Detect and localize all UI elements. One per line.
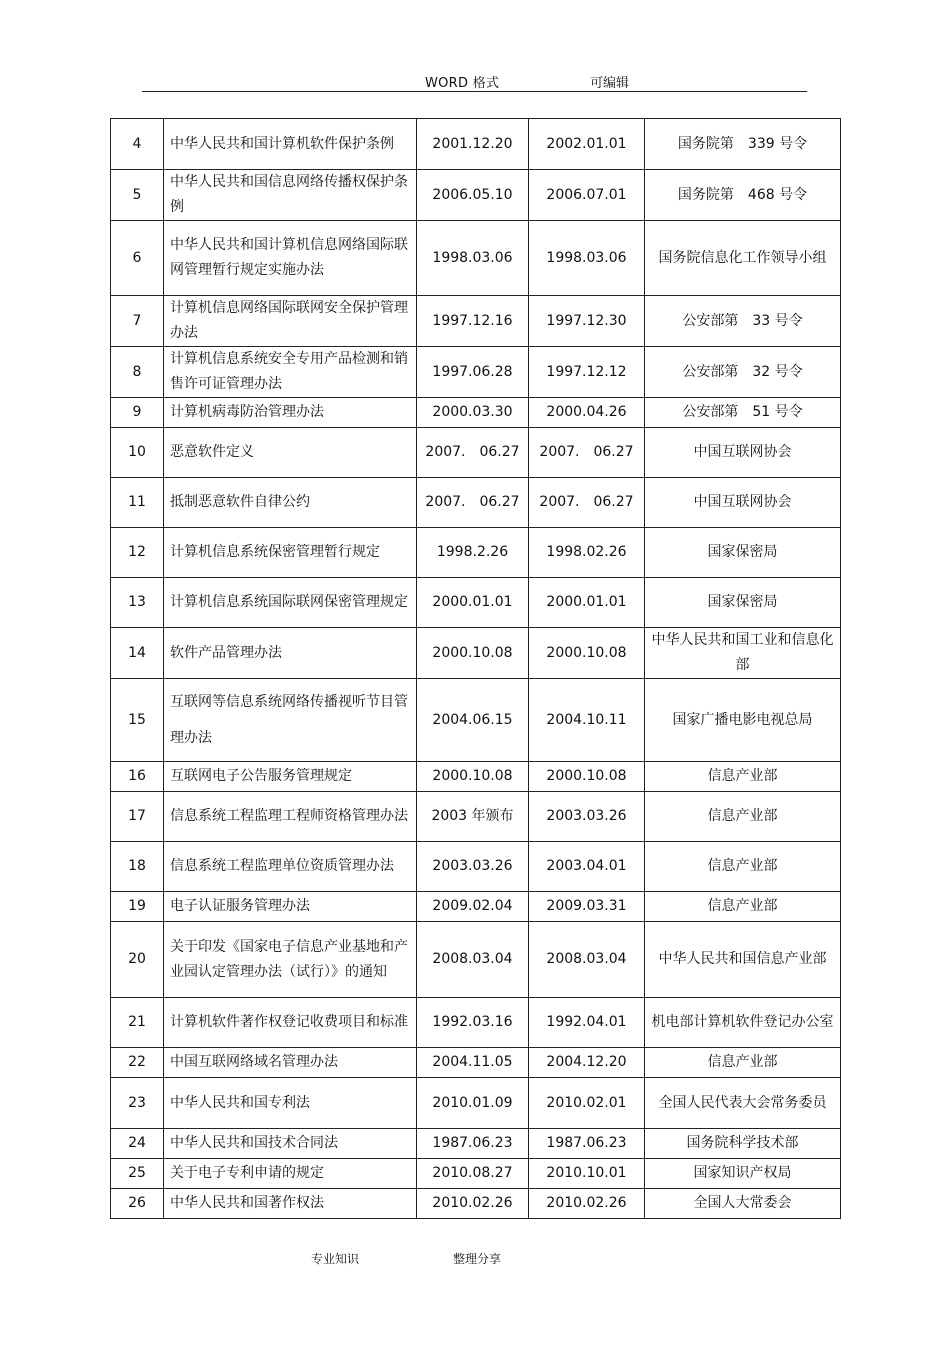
regulation-name: 恶意软件定义 [164, 428, 417, 478]
header-editable-label: 可编辑 [590, 76, 630, 91]
issuing-agency: 信息产业部 [645, 842, 841, 892]
effective-date: 2002.01.01 [529, 119, 645, 170]
table-row [111, 478, 841, 528]
issue-date: 2003 年颁布 [417, 792, 529, 842]
issuing-agency: 国务院科学技术部 [645, 1129, 841, 1159]
issuing-agency: 国务院第 468 号令 [645, 170, 841, 221]
issuing-agency: 机电部计算机软件登记办公室 [645, 998, 841, 1048]
issuing-agency: 国家保密局 [645, 578, 841, 628]
issue-date: 2001.12.20 [417, 119, 529, 170]
effective-date: 1997.12.30 [529, 296, 645, 347]
effective-date: 2000.01.01 [529, 578, 645, 628]
regulation-name: 中华人民共和国专利法 [164, 1078, 417, 1129]
table-row [111, 170, 841, 221]
table-row [111, 528, 841, 578]
regulations-table [110, 118, 841, 1219]
row-number: 21 [111, 998, 164, 1048]
regulation-name: 计算机软件著作权登记收费项目和标准 [164, 998, 417, 1048]
issuing-agency: 信息产业部 [645, 762, 841, 792]
regulation-name: 中华人民共和国著作权法 [164, 1189, 417, 1219]
issue-date: 2010.02.26 [417, 1189, 529, 1219]
effective-date: 1992.04.01 [529, 998, 645, 1048]
effective-date: 1997.12.12 [529, 347, 645, 398]
row-number: 25 [111, 1159, 164, 1189]
issue-date: 2000.10.08 [417, 628, 529, 679]
issue-date: 1998.03.06 [417, 221, 529, 296]
issue-date: 1987.06.23 [417, 1129, 529, 1159]
effective-date: 1987.06.23 [529, 1129, 645, 1159]
regulation-name: 电子认证服务管理办法 [164, 892, 417, 922]
issuing-agency: 国务院信息化工作领导小组 [645, 221, 841, 296]
table-row [111, 119, 841, 170]
issuing-agency: 公安部第 51 号令 [645, 398, 841, 428]
table-row [111, 842, 841, 892]
table-row [111, 398, 841, 428]
issue-date: 2007. 06.27 [417, 478, 529, 528]
table-row [111, 296, 841, 347]
table-row [111, 347, 841, 398]
issue-date: 1998.2.26 [417, 528, 529, 578]
issuing-agency: 中国互联网协会 [645, 478, 841, 528]
page-header [0, 70, 950, 90]
regulation-name: 中华人民共和国信息网络传播权保护条例 [164, 170, 417, 221]
issue-date: 2000.01.01 [417, 578, 529, 628]
issuing-agency: 全国人大常委会 [645, 1189, 841, 1219]
regulation-name: 抵制恶意软件自律公约 [164, 478, 417, 528]
footer-right-label: 整理分享 [453, 1252, 502, 1266]
issue-date: 2004.11.05 [417, 1048, 529, 1078]
header-format-label: WORD 格式 [425, 76, 500, 91]
regulation-name: 信息系统工程监理单位资质管理办法 [164, 842, 417, 892]
issuing-agency: 中华人民共和国工业和信息化部 [645, 628, 841, 679]
regulation-name: 互联网电子公告服务管理规定 [164, 762, 417, 792]
issue-date: 2007. 06.27 [417, 428, 529, 478]
regulation-name: 互联网等信息系统网络传播视听节目管理办法 [164, 679, 417, 762]
table-row [111, 892, 841, 922]
issuing-agency: 国家广播电影电视总局 [645, 679, 841, 762]
table-row [111, 578, 841, 628]
effective-date: 2006.07.01 [529, 170, 645, 221]
effective-date: 2009.03.31 [529, 892, 645, 922]
regulation-name: 计算机病毒防治管理办法 [164, 398, 417, 428]
row-number: 15 [111, 679, 164, 762]
row-number: 7 [111, 296, 164, 347]
issue-date: 2004.06.15 [417, 679, 529, 762]
row-number: 10 [111, 428, 164, 478]
regulation-name: 软件产品管理办法 [164, 628, 417, 679]
regulation-name: 中华人民共和国计算机软件保护条例 [164, 119, 417, 170]
row-number: 9 [111, 398, 164, 428]
table-row [111, 762, 841, 792]
row-number: 19 [111, 892, 164, 922]
row-number: 13 [111, 578, 164, 628]
issue-date: 2000.10.08 [417, 762, 529, 792]
table-row [111, 1129, 841, 1159]
issuing-agency: 国务院第 339 号令 [645, 119, 841, 170]
regulation-name: 关于印发《国家电子信息产业基地和产业园认定管理办法（试行）》的通知 [164, 922, 417, 998]
regulation-name: 计算机信息系统安全专用产品检测和销售许可证管理办法 [164, 347, 417, 398]
issuing-agency: 国家保密局 [645, 528, 841, 578]
row-number: 8 [111, 347, 164, 398]
issue-date: 2006.05.10 [417, 170, 529, 221]
table-row [111, 1078, 841, 1129]
issuing-agency: 中国互联网协会 [645, 428, 841, 478]
issue-date: 2009.02.04 [417, 892, 529, 922]
row-number: 23 [111, 1078, 164, 1129]
issue-date: 1997.06.28 [417, 347, 529, 398]
effective-date: 2007. 06.27 [529, 478, 645, 528]
regulation-name: 关于电子专利申请的规定 [164, 1159, 417, 1189]
row-number: 5 [111, 170, 164, 221]
table-row [111, 679, 841, 762]
regulation-name: 计算机信息网络国际联网安全保护管理办法 [164, 296, 417, 347]
regulation-name: 计算机信息系统保密管理暂行规定 [164, 528, 417, 578]
row-number: 14 [111, 628, 164, 679]
row-number: 24 [111, 1129, 164, 1159]
effective-date: 1998.03.06 [529, 221, 645, 296]
row-number: 22 [111, 1048, 164, 1078]
table-row [111, 792, 841, 842]
table-row [111, 221, 841, 296]
row-number: 26 [111, 1189, 164, 1219]
effective-date: 2007. 06.27 [529, 428, 645, 478]
footer-left-label: 专业知识 [311, 1252, 360, 1266]
effective-date: 2003.03.26 [529, 792, 645, 842]
issuing-agency: 全国人民代表大会常务委员 [645, 1078, 841, 1129]
issuing-agency: 公安部第 32 号令 [645, 347, 841, 398]
regulation-name: 信息系统工程监理工程师资格管理办法 [164, 792, 417, 842]
effective-date: 2000.10.08 [529, 762, 645, 792]
effective-date: 2003.04.01 [529, 842, 645, 892]
issuing-agency: 信息产业部 [645, 792, 841, 842]
header-divider [142, 91, 807, 92]
effective-date: 2000.10.08 [529, 628, 645, 679]
table-row [111, 1189, 841, 1219]
effective-date: 2000.04.26 [529, 398, 645, 428]
issue-date: 1997.12.16 [417, 296, 529, 347]
issue-date: 1992.03.16 [417, 998, 529, 1048]
issuing-agency: 信息产业部 [645, 892, 841, 922]
row-number: 12 [111, 528, 164, 578]
issue-date: 2010.01.09 [417, 1078, 529, 1129]
table-row [111, 1048, 841, 1078]
table-row [111, 428, 841, 478]
row-number: 17 [111, 792, 164, 842]
row-number: 4 [111, 119, 164, 170]
issuing-agency: 中华人民共和国信息产业部 [645, 922, 841, 998]
effective-date: 2004.10.11 [529, 679, 645, 762]
issuing-agency: 国家知识产权局 [645, 1159, 841, 1189]
row-number: 18 [111, 842, 164, 892]
regulation-name: 中华人民共和国计算机信息网络国际联网管理暂行规定实施办法 [164, 221, 417, 296]
issue-date: 2000.03.30 [417, 398, 529, 428]
regulation-name: 中国互联网络域名管理办法 [164, 1048, 417, 1078]
table-row [111, 628, 841, 679]
regulation-name: 中华人民共和国技术合同法 [164, 1129, 417, 1159]
issue-date: 2010.08.27 [417, 1159, 529, 1189]
issuing-agency: 公安部第 33 号令 [645, 296, 841, 347]
issuing-agency: 信息产业部 [645, 1048, 841, 1078]
effective-date: 1998.02.26 [529, 528, 645, 578]
table-row [111, 998, 841, 1048]
row-number: 16 [111, 762, 164, 792]
issue-date: 2008.03.04 [417, 922, 529, 998]
effective-date: 2010.02.01 [529, 1078, 645, 1129]
effective-date: 2010.10.01 [529, 1159, 645, 1189]
issue-date: 2003.03.26 [417, 842, 529, 892]
row-number: 20 [111, 922, 164, 998]
table-row [111, 1159, 841, 1189]
regulation-name: 计算机信息系统国际联网保密管理规定 [164, 578, 417, 628]
effective-date: 2008.03.04 [529, 922, 645, 998]
row-number: 6 [111, 221, 164, 296]
effective-date: 2004.12.20 [529, 1048, 645, 1078]
row-number: 11 [111, 478, 164, 528]
effective-date: 2010.02.26 [529, 1189, 645, 1219]
table-row [111, 922, 841, 998]
